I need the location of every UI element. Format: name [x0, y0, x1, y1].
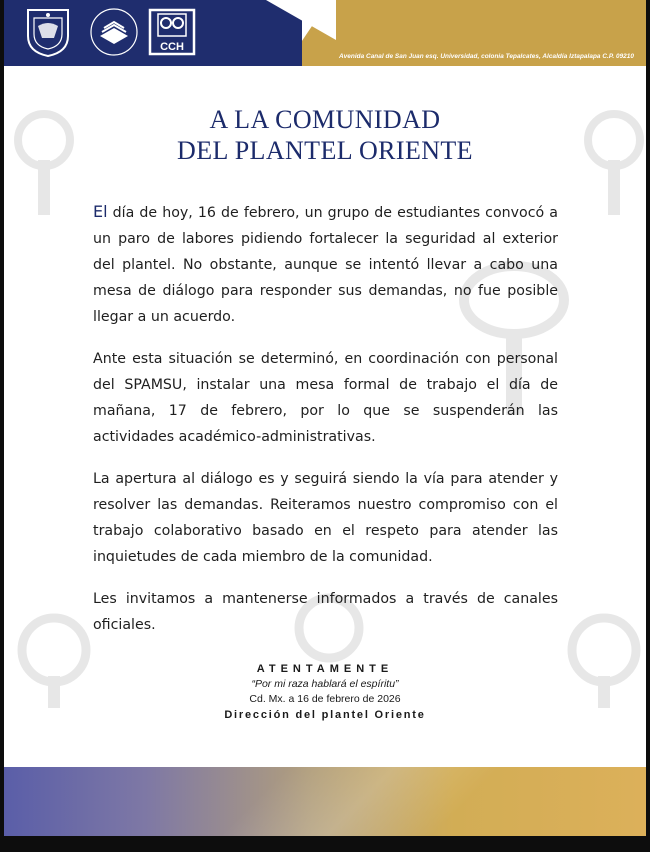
colegio-de-ciencias-y-humanidades-icon — [88, 6, 140, 58]
paragraph-1 — [93, 199, 558, 330]
paragraph-3: La apertura al diálogo es y seguirá siendo la vía para atender y resolver las demandas. Reiteramos nuestro compromiso con el trabajo colaborativo basado en el respeto para atender las inquietudes de cada miembro de la comunidad. — [93, 471, 558, 565]
title-line-2: DEL PLANTEL ORIENTE — [177, 136, 473, 165]
signature-motto: “Por mi raza hablará el espíritu” — [251, 678, 399, 690]
paragraph-1-text: día de hoy, 16 de febrero, un grupo de estudiantes convocó a un paro de labores pidiendo fortalecer la seguridad al exterior del plantel. No obstante, aunque se intentó llevar a cabo una mesa de diálogo para responder sus demandas, no fue posible llegar a un acuerdo. — [93, 205, 558, 325]
document-page — [4, 0, 646, 836]
letterhead-header — [4, 0, 646, 66]
cch-logo-icon — [146, 6, 198, 58]
paragraph-4: Les invitamos a mantenerse informados a través de canales oficiales. — [93, 591, 558, 633]
signature-closing: ATENTAMENTE — [256, 663, 394, 675]
signature-signer: Dirección del plantel Oriente — [224, 709, 426, 721]
footer-highlight — [4, 767, 646, 836]
statement-body — [93, 199, 558, 654]
header-address: Avenida Canal de San Juan esq. Universidad, colonia Tepalcates, Alcaldía Iztapalapa C.P. 09210 — [339, 53, 634, 60]
cch-logo-text: CCH — [160, 41, 184, 53]
signature-block — [4, 661, 646, 724]
signature-place-date: Cd. Mx. a 16 de febrero de 2026 — [249, 693, 401, 705]
paragraph-2: Ante esta situación se determinó, en coordinación con personal del SPAMSU, instalar una mesa formal de trabajo el día de mañana, 17 de febrero, por lo que se suspenderán las actividades académico-administrativas. — [93, 351, 558, 445]
page-title — [4, 104, 646, 166]
title-line-1: A LA COMUNIDAD — [209, 105, 441, 134]
paragraph-1-first-word: El — [93, 202, 108, 221]
header-white-wedge — [266, 0, 336, 40]
letterhead-footer — [4, 767, 646, 836]
unam-shield-icon — [24, 6, 72, 58]
